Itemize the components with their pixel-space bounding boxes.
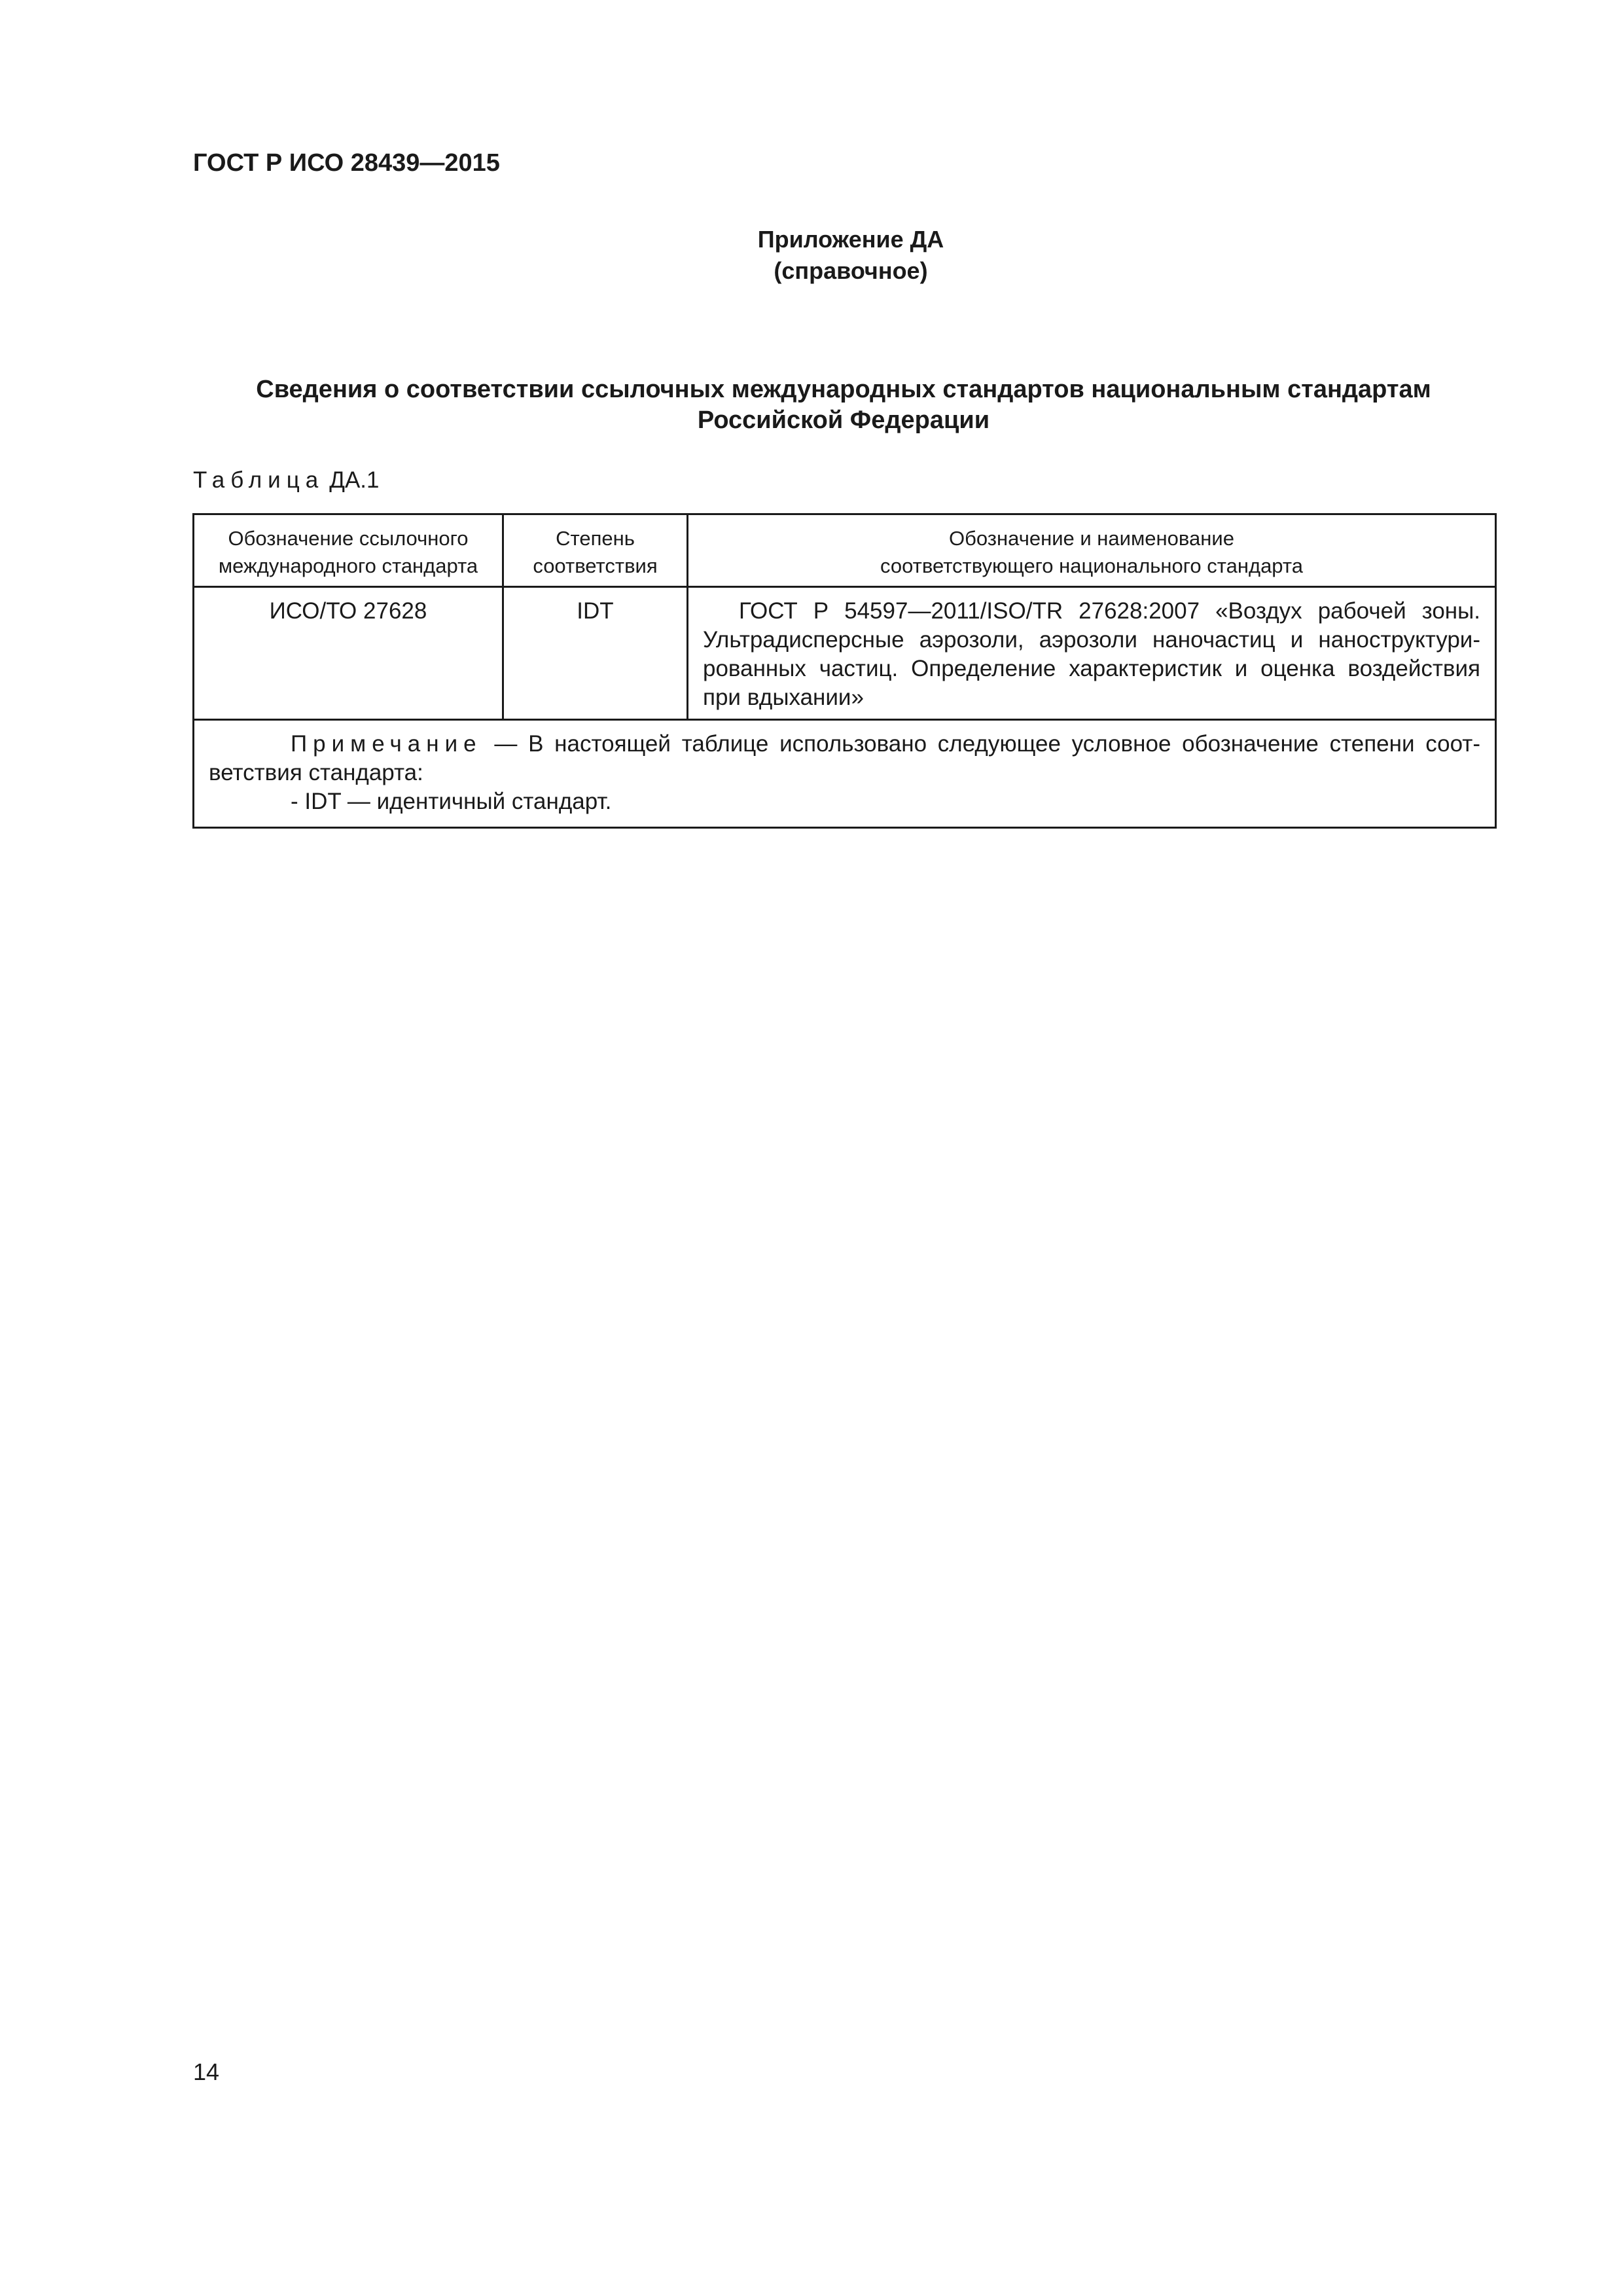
header-cell-line: соответствия <box>533 554 658 577</box>
national-standard-line: при вдыхании» <box>703 685 864 710</box>
national-standard-line: рованных частиц. Определение характеристик и оценка воздействия <box>703 656 1480 681</box>
note-line-1 <box>209 730 1480 759</box>
note-text: — В настоящей таблице использовано следующее условное обозначение степени соот- <box>494 731 1480 757</box>
table-row <box>194 587 1496 720</box>
table-caption <box>193 467 379 493</box>
reference-standard-cell: ИСО/ТО 27628 <box>194 587 503 720</box>
national-standard-cell <box>688 587 1496 720</box>
note-label: Примечание <box>291 731 482 757</box>
note-line-3: - IDT — идентичный стандарт. <box>291 789 612 814</box>
table-caption-word: Таблица <box>193 467 325 493</box>
section-heading-line-2: Российской Федерации <box>697 406 990 434</box>
appendix-type: (справочное) <box>774 257 928 284</box>
national-standard-line: ГОСТ Р 54597—2011/ISO/TR 27628:2007 «Воздух рабочей зоны. <box>739 598 1480 624</box>
header-cell-line: соответствующего национального стандарта <box>880 554 1303 577</box>
header-cell-line: Степень <box>556 527 635 550</box>
document-code: ГОСТ Р ИСО 28439—2015 <box>193 149 500 177</box>
table-note <box>194 720 1496 828</box>
degree-cell: IDT <box>503 587 688 720</box>
header-cell-line: Обозначение ссылочного <box>228 527 469 550</box>
national-standard-line: Ультрадисперсные аэрозоли, аэрозоли наночастиц и наноструктури- <box>703 627 1480 653</box>
header-reference-standard <box>194 514 503 587</box>
appendix-title: Приложение ДА <box>757 226 944 253</box>
header-degree <box>503 514 688 587</box>
correspondence-table <box>192 513 1497 829</box>
header-cell-line: Обозначение и наименование <box>949 527 1234 550</box>
header-national-standard <box>688 514 1496 587</box>
table-header-row <box>194 514 1496 587</box>
header-cell-line: международного стандарта <box>218 554 478 577</box>
table-note-row <box>194 720 1496 828</box>
section-heading-line-1: Сведения о соответствии ссылочных международных стандартов национальным стандартам <box>256 376 1431 403</box>
table-caption-number: ДА.1 <box>329 467 380 493</box>
page-number: 14 <box>193 2058 220 2085</box>
note-line-2: ветствия стандарта: <box>209 760 423 785</box>
